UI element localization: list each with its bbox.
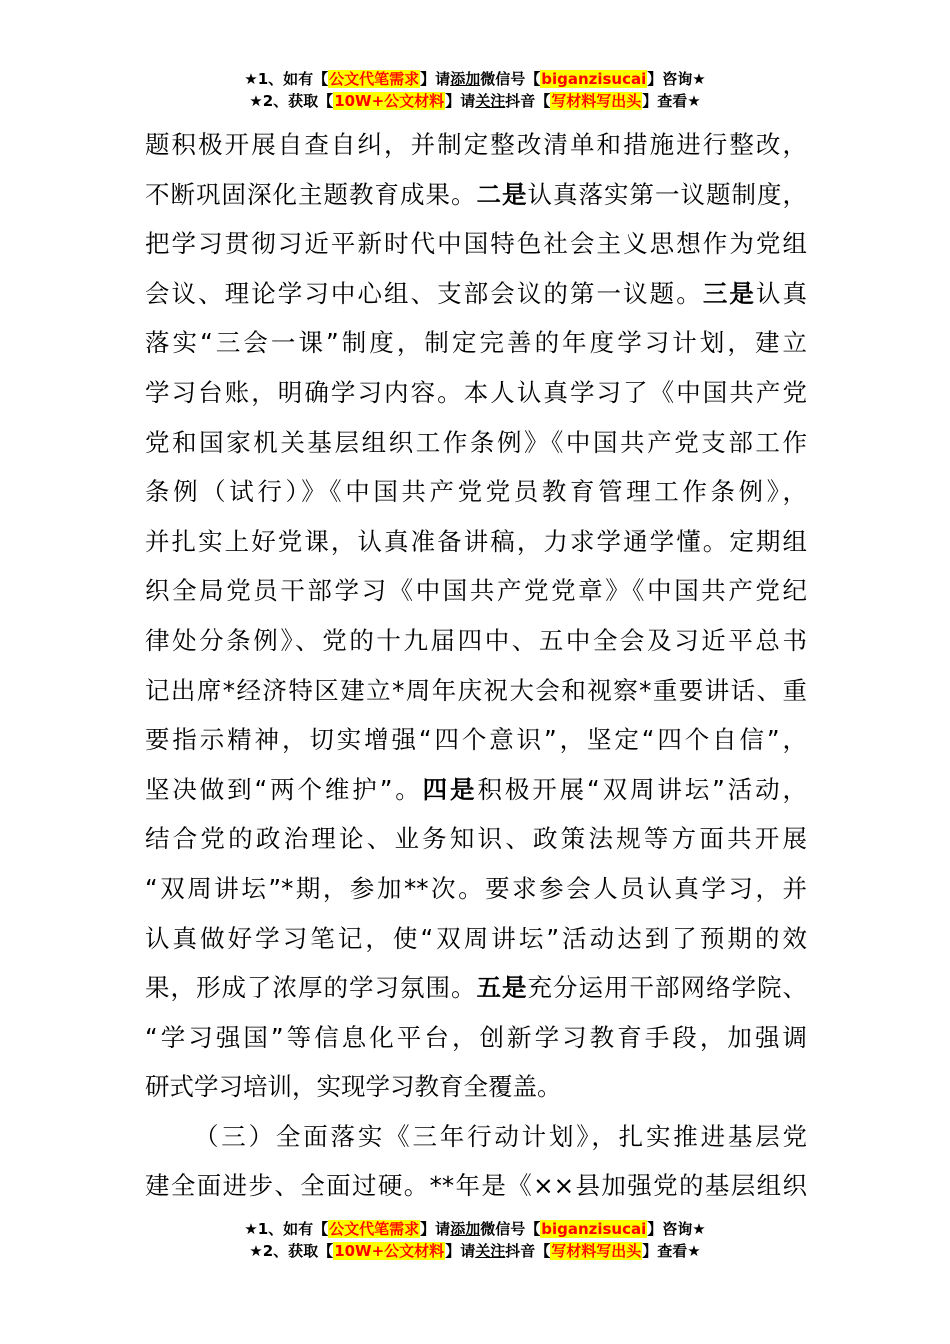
banner-text: 】请 (445, 1242, 476, 1260)
header-banner-line-2 (0, 90, 950, 112)
body-text: 充分运用干部网络学院、 (527, 973, 807, 1003)
banner-underline: 添加 (450, 1220, 481, 1238)
banner-text: 】查看★ (642, 92, 701, 110)
banner-text: 微信号【 (480, 1220, 541, 1238)
banner-text: 抖音【 (505, 92, 551, 110)
body-line-10: 织全局党员干部学习《中国共产党党章》《中国共产党纪 (145, 576, 807, 606)
footer-banner-line-1 (0, 1218, 950, 1240)
body-text: 积极开展“双周讲坛”活动， (477, 774, 808, 804)
banner-underline: 添加 (450, 70, 481, 88)
footer-banner (0, 1218, 950, 1262)
body-text: 不断巩固深化主题教育成果。 (145, 179, 477, 209)
body-line-20: 研式学习培训，实现学习教育全覆盖。 (145, 1072, 562, 1102)
banner-text: 抖音【 (505, 1242, 551, 1260)
body-line-11: 律处分条例》、党的十九届四中、五中全会及习近平总书 (145, 625, 807, 655)
body-line-2 (145, 170, 807, 220)
banner-text: ★2、获取【 (249, 92, 334, 110)
body-text: 认真 (755, 278, 807, 308)
document-body (145, 120, 807, 1211)
banner-highlight: 公文代笔需求 (329, 1220, 420, 1238)
body-text: 坚决做到“两个维护”。 (145, 774, 423, 804)
banner-text: 】咨询★ (647, 70, 706, 88)
body-line-18 (145, 963, 807, 1013)
banner-underline: 关注 (475, 1242, 506, 1260)
bold-marker: 五是 (476, 973, 528, 1003)
banner-text: 微信号【 (480, 70, 541, 88)
banner-highlight: 10W+公文材料 (334, 92, 445, 110)
banner-highlight-douyin-id: 写材料写出头 (551, 92, 642, 110)
footer-banner-line-2 (0, 1240, 950, 1262)
body-line-8: 条例（试行）》《中国共产党党员教育管理工作条例》， (145, 477, 807, 507)
body-line-1: 题积极开展自查自纠，并制定整改清单和措施进行整改， (145, 130, 807, 159)
body-line-7: 党和国家机关基层组织工作条例》《中国共产党支部工作 (145, 427, 807, 457)
banner-text: ★1、如有【 (244, 70, 329, 88)
body-text: 认真落实第一议题制度， (527, 179, 807, 209)
banner-text: ★2、获取【 (249, 1242, 334, 1260)
banner-highlight-wechat-id: biganzisucai (541, 1220, 647, 1238)
header-banner-line-1 (0, 68, 950, 90)
bold-marker: 二是 (476, 179, 528, 209)
banner-text: ★1、如有【 (244, 1220, 329, 1238)
body-line-4 (145, 269, 807, 319)
bold-marker: 四是 (422, 774, 478, 804)
banner-underline: 关注 (475, 92, 506, 110)
body-line-14 (145, 765, 807, 815)
bold-marker: 三是 (702, 278, 756, 308)
banner-highlight-douyin-id: 写材料写出头 (551, 1242, 642, 1260)
body-line-5: 落实“三会一课”制度，制定完善的年度学习计划，建立 (145, 328, 807, 358)
banner-highlight-wechat-id: biganzisucai (541, 70, 647, 88)
body-line-12: 记出席*经济特区建立*周年庆祝大会和视察*重要讲话、重 (145, 675, 807, 705)
body-line-16: “双周讲坛”*期，参加**次。要求参会人员认真学习，并 (145, 873, 807, 903)
body-text: 果，形成了浓厚的学习氛围。 (145, 973, 477, 1003)
body-line-19: “学习强国”等信息化平台，创新学习教育手段，加强调 (145, 1022, 807, 1052)
header-banner (0, 68, 950, 112)
banner-text: 】咨询★ (647, 1220, 706, 1238)
banner-text: 】请 (420, 70, 451, 88)
section-heading-line: （三）全面落实《三年行动计划》，扎实推进基层党 (194, 1121, 807, 1151)
banner-text: 】请 (420, 1220, 451, 1238)
banner-highlight: 10W+公文材料 (334, 1242, 445, 1260)
banner-text: 】查看★ (642, 1242, 701, 1260)
body-line-9: 并扎实上好党课，认真准备讲稿，力求学通学懂。定期组 (145, 526, 807, 556)
body-line-3: 把学习贯彻习近平新时代中国特色社会主义思想作为党组 (145, 229, 807, 259)
body-line-13: 要指示精神，切实增强“四个意识”，坚定“四个自信”， (145, 725, 807, 755)
body-text: 会议、理论学习中心组、支部会议的第一议题。 (145, 278, 703, 308)
banner-text: 】请 (445, 92, 476, 110)
body-line-6: 学习台账，明确学习内容。本人认真学习了《中国共产党 (145, 377, 807, 407)
body-line-22: 建全面进步、全面过硬。**年是《××县加强党的基层组织 (145, 1171, 807, 1201)
body-line-17: 认真做好学习笔记，使“双周讲坛”活动达到了预期的效 (145, 923, 807, 953)
banner-highlight: 公文代笔需求 (329, 70, 420, 88)
body-line-15: 结合党的政治理论、业务知识、政策法规等方面共开展 (145, 824, 807, 854)
